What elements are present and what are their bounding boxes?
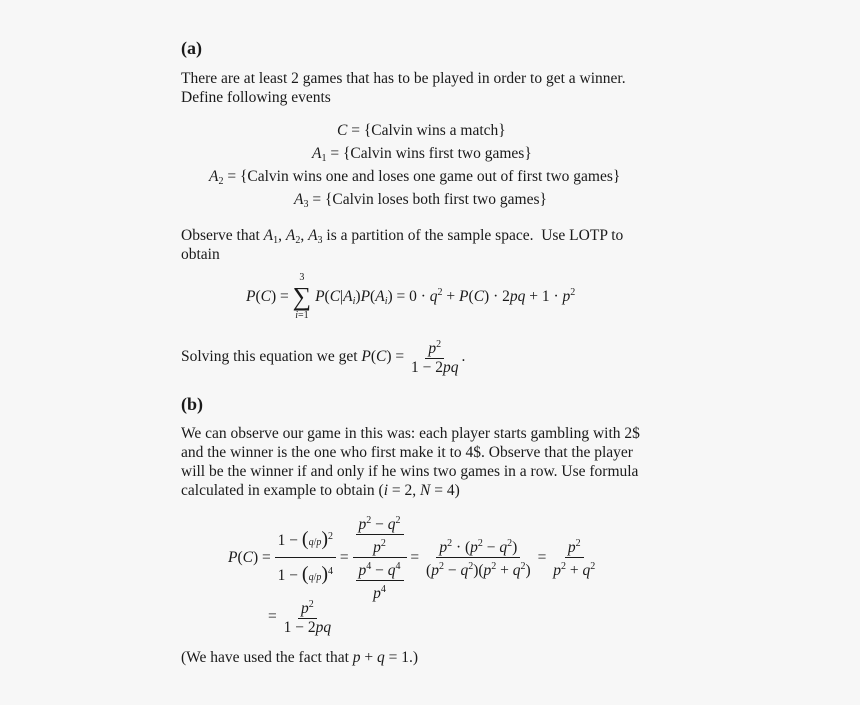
section-heading-a: (a): [181, 38, 202, 58]
event-a3: $A_3$ = {Calvin loses both first two games}: [294, 191, 547, 210]
observe-line-2: obtain: [181, 246, 220, 263]
event-a2: $A_2$ = {Calvin wins one and loses one game out of first two games}: [209, 168, 621, 187]
event-c: C = {Calvin wins a match}: [337, 122, 506, 139]
para-line-1: We can observe our game in this was: each player starts gambling with 2$: [181, 425, 640, 442]
ratio-equation-line-1: P(C) = $\frac{1 - (q/p)^2}{1 - (q/p)^4}$ = $\frac{\frac{p^2 - q^2}{p^2}}{\frac{p^4 - q^4}{p^4}}$ = $\frac{p^2 \cdot (p^2 - q^2)}{(p^2 - q^2)(p^2 + q^2)}$ = $\frac{p^2}{p^2 + q^2}$: [228, 512, 598, 603]
solution-line: Solving this equation we get P(C) = $\frac{p^2}{1 - 2pq}$ .: [181, 336, 465, 377]
observe-line-1: Observe that $A_1$, $A_2$, $A_3$ is a partition of the sample space. Use LOTP to: [181, 227, 624, 246]
para-line-4: calculated in example to obtain (i = 2, N = 4): [181, 482, 460, 499]
footnote: (We have used the fact that p + q = 1.): [181, 649, 419, 666]
event-a1: $A_1$ = {Calvin wins first two games}: [312, 145, 532, 164]
ratio-equation-line-2: = $\frac{p^2}{1 - 2pq}$: [268, 596, 334, 637]
lotp-equation: P(C) = 3 ∑ i=1 $P(C|A_i)P(A_i) = 0 \cdot q^2 + P(C) \cdot 2pq + 1 \cdot p^2$: [246, 272, 576, 321]
intro-line-1: There are at least 2 games that has to be played in order to get a winner.: [181, 70, 626, 87]
intro-line-2: Define following events: [181, 89, 331, 106]
section-heading-b: (b): [181, 394, 203, 414]
para-line-3: will be the winner if and only if he wins two games in a row. Use formula: [181, 463, 639, 480]
para-line-2: and the winner is the one who first make it to 4$. Observe that the player: [181, 444, 633, 461]
